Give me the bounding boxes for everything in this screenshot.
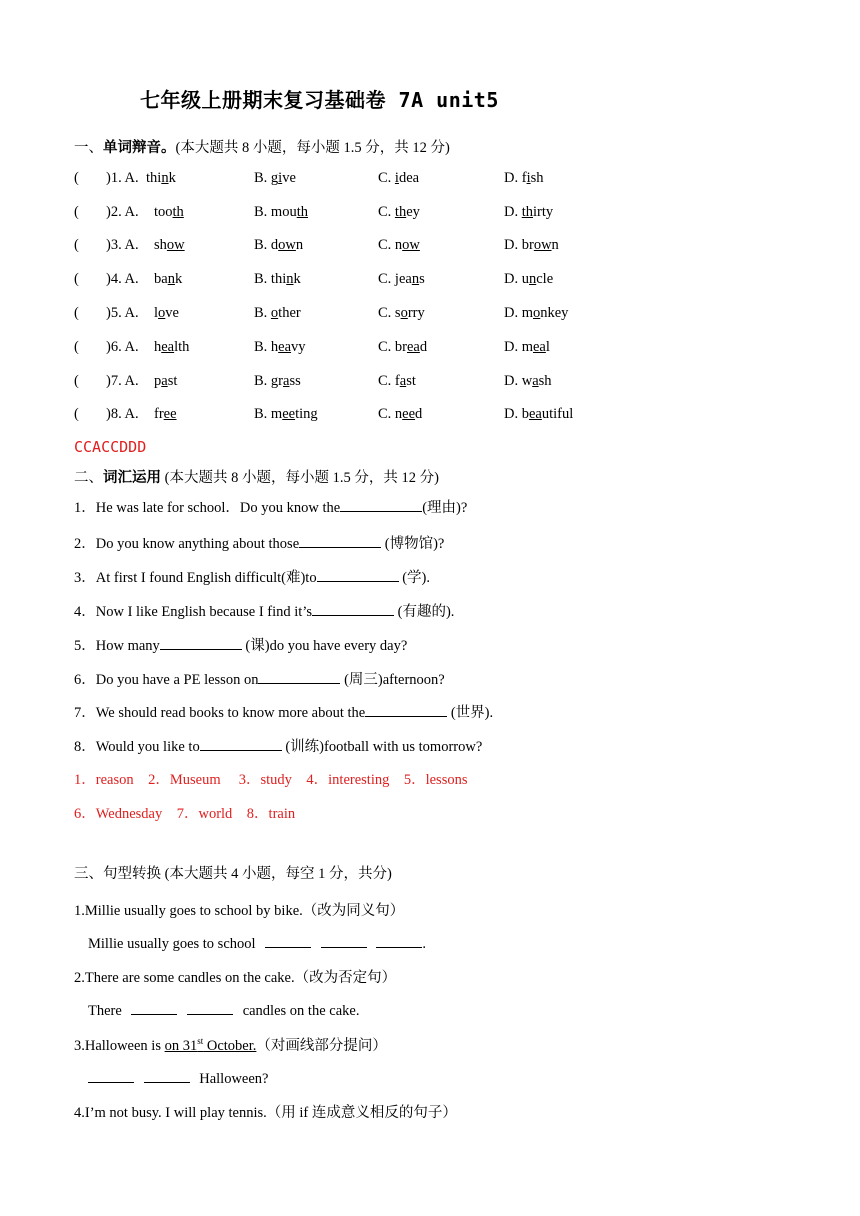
option-c: C. now <box>378 237 420 253</box>
answer-blank[interactable] <box>131 1000 177 1015</box>
question-number: )3. A. <box>106 237 139 253</box>
option-c: C. sorry <box>378 305 425 321</box>
vocab-question <box>74 634 407 655</box>
question-text: 2．Do you know anything about those <box>74 536 300 552</box>
section3-header: 三、句型转换 (本大题共 4 小题，每空 1 分，共分) <box>74 866 392 882</box>
option-c: C. need <box>378 406 423 422</box>
answer-blank[interactable] <box>265 933 311 948</box>
answer-blank[interactable] <box>88 1068 134 1083</box>
option-d: D. thirty <box>504 204 554 220</box>
question-hint: (训练)football with us tomorrow? <box>281 739 483 755</box>
vocab-question <box>74 566 430 587</box>
question-number: )8. A. <box>106 406 139 422</box>
question-number: )2. A. <box>106 204 139 220</box>
section2-answers-line1: 1．reason 2．Museum 3．study 4．interesting 5．lessons <box>74 772 468 788</box>
answer-blank[interactable] <box>144 1068 190 1083</box>
section1-header: 一、单词辩音。(本大题共 8 小题，每小题 1.5 分，共 12 分) <box>74 140 450 156</box>
question-3-1-fill: Millie usually goes to school . <box>88 933 426 953</box>
option-d: D. meal <box>504 339 550 355</box>
option-c: C. jeans <box>378 271 425 287</box>
option-d: D. fish <box>504 170 544 186</box>
question-number: )4. A. <box>106 271 139 287</box>
answer-blank[interactable] <box>200 736 282 751</box>
answer-blank[interactable] <box>340 497 422 512</box>
vocab-question <box>74 701 493 722</box>
answer-blank[interactable] <box>312 601 394 616</box>
question-text: 7．We should read books to know more about the <box>74 705 366 721</box>
answer-blank[interactable] <box>317 567 399 582</box>
option-b: B. other <box>254 305 301 321</box>
question-hint: (周三)afternoon? <box>340 672 445 688</box>
option-a: think <box>146 170 176 186</box>
question-text: 8．Would you like to <box>74 739 200 755</box>
section1-answer-key: CCACCDDD <box>74 438 147 456</box>
answer-blank[interactable] <box>376 933 422 948</box>
option-b: B. grass <box>254 373 301 389</box>
question-3-2-fill: There candles on the cake. <box>88 1000 359 1020</box>
option-d: D. wash <box>504 373 552 389</box>
answer-paren[interactable]: ( <box>74 406 79 422</box>
answer-paren[interactable]: ( <box>74 204 79 220</box>
question-hint: (世界). <box>447 705 494 721</box>
question-3-3-fill: Halloween? <box>88 1068 269 1088</box>
question-text: 1．He was late for school．Do you know the <box>74 500 341 516</box>
question-number: )6. A. <box>106 339 139 355</box>
option-a: health <box>154 339 190 355</box>
question-text: 4．Now I like English because I find it’s <box>74 604 312 620</box>
document-title: 七年级上册期末复习基础卷 7A unit5 <box>140 88 499 112</box>
answer-blank[interactable] <box>160 635 242 650</box>
question-hint: (有趣的). <box>394 604 455 620</box>
answer-blank[interactable] <box>365 702 447 717</box>
option-b: B. down <box>254 237 304 253</box>
question-hint: (理由)? <box>422 500 468 516</box>
question-3-2: 2.There are some candles on the cake.（改为否定句） <box>74 970 397 986</box>
option-b: B. heavy <box>254 339 306 355</box>
answer-paren[interactable]: ( <box>74 170 79 186</box>
option-a: tooth <box>154 204 184 220</box>
option-b: B. think <box>254 271 301 287</box>
vocab-question <box>74 735 482 756</box>
option-c: C. fast <box>378 373 416 389</box>
question-hint: (博物馆)? <box>381 536 445 552</box>
answer-paren[interactable]: ( <box>74 373 79 389</box>
question-3-4: 4.I’m not busy. I will play tennis.（用 if 连成意义相反的句子） <box>74 1105 457 1121</box>
section2-header: 二、词汇运用 (本大题共 8 小题，每小题 1.5 分，共 12 分) <box>74 470 439 486</box>
vocab-question <box>74 668 445 689</box>
option-c: C. idea <box>378 170 420 186</box>
vocab-question <box>74 532 444 553</box>
answer-paren[interactable]: ( <box>74 237 79 253</box>
question-3-3: 3.Halloween is on 31st October.（对画线部分提问） <box>74 1036 387 1054</box>
option-a: love <box>154 305 179 321</box>
answer-paren[interactable]: ( <box>74 339 79 355</box>
option-b: B. meeting <box>254 406 318 422</box>
answer-paren[interactable]: ( <box>74 305 79 321</box>
question-3-1: 1.Millie usually goes to school by bike.（改为同义句） <box>74 903 405 919</box>
option-a: bank <box>154 271 183 287</box>
option-a: show <box>154 237 185 253</box>
option-c: C. bread <box>378 339 428 355</box>
question-number: )7. A. <box>106 373 139 389</box>
option-b: B. give <box>254 170 296 186</box>
answer-blank[interactable] <box>299 533 381 548</box>
vocab-question <box>74 600 454 621</box>
answer-blank[interactable] <box>187 1000 233 1015</box>
answer-blank[interactable] <box>321 933 367 948</box>
question-hint: (学). <box>398 570 430 586</box>
vocab-question <box>74 496 467 517</box>
option-b: B. mouth <box>254 204 308 220</box>
answer-blank[interactable] <box>258 669 340 684</box>
option-a: past <box>154 373 178 389</box>
option-d: D. monkey <box>504 305 569 321</box>
question-number: )5. A. <box>106 305 139 321</box>
option-d: D. brown <box>504 237 559 253</box>
question-text: 5．How many <box>74 638 160 654</box>
option-d: D. uncle <box>504 271 554 287</box>
question-hint: (课)do you have every day? <box>241 638 408 654</box>
option-a: free <box>154 406 177 422</box>
answer-paren[interactable]: ( <box>74 271 79 287</box>
option-c: C. they <box>378 204 420 220</box>
section2-answers-line2: 6．Wednesday 7．world 8．train <box>74 806 296 822</box>
option-d: D. beautiful <box>504 406 574 422</box>
question-text: 3．At first I found English difficult(难)to <box>74 570 317 586</box>
question-number: )1. A. <box>106 170 139 186</box>
question-text: 6．Do you have a PE lesson on <box>74 672 259 688</box>
